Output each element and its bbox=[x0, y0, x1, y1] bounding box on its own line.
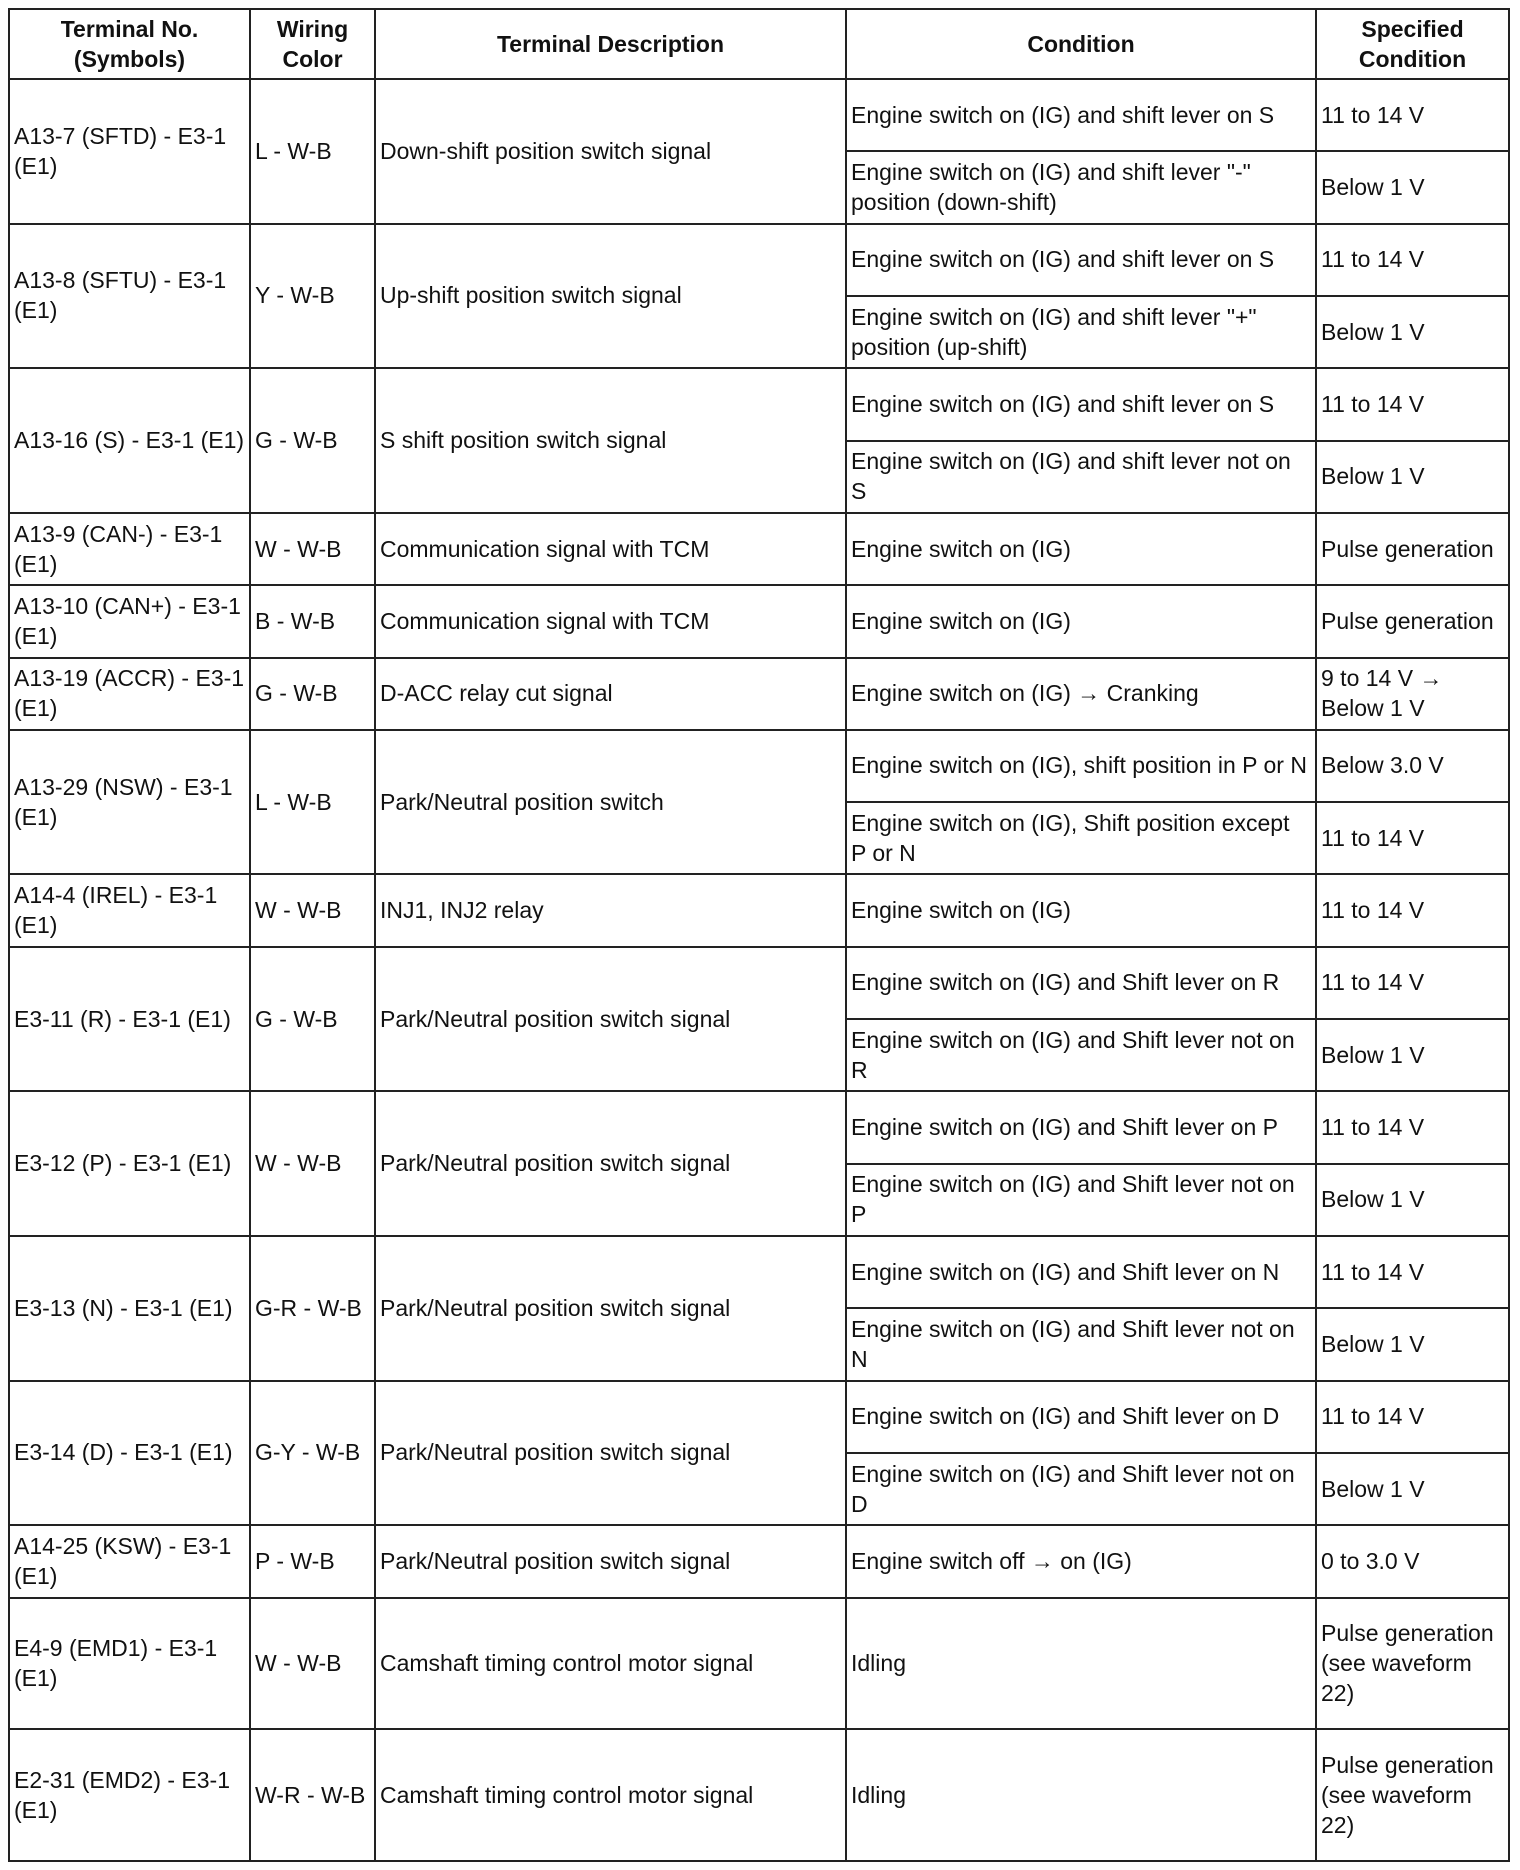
condition-cell: Engine switch on (IG) and shift lever on S bbox=[846, 79, 1316, 151]
table-body bbox=[9, 79, 1509, 1861]
wiring-color-cell: W - W-B bbox=[250, 1091, 375, 1236]
header-terminal-description: Terminal Description bbox=[375, 9, 846, 79]
terminal-cell: E2-31 (EMD2) - E3-1 (E1) bbox=[9, 1729, 250, 1861]
specified-condition-cell: Below 3.0 V bbox=[1316, 730, 1509, 802]
condition-cell: Engine switch on (IG) and Shift lever not on D bbox=[846, 1453, 1316, 1525]
wiring-color-cell: G - W-B bbox=[250, 947, 375, 1092]
specified-condition-cell: Pulse generation bbox=[1316, 513, 1509, 585]
specified-condition-cell: 11 to 14 V bbox=[1316, 368, 1509, 440]
condition-cell: Engine switch on (IG) bbox=[846, 585, 1316, 657]
terminal-description-cell: Park/Neutral position switch signal bbox=[375, 1525, 846, 1597]
wiring-color-cell: P - W-B bbox=[250, 1525, 375, 1597]
specified-condition-cell: 9 to 14 V → Below 1 V bbox=[1316, 658, 1509, 730]
header-specified-condition: Specified Condition bbox=[1316, 9, 1509, 79]
terminal-cell: E3-12 (P) - E3-1 (E1) bbox=[9, 1091, 250, 1236]
specified-condition-cell: Pulse generation (see waveform 22) bbox=[1316, 1729, 1509, 1861]
specified-condition-cell: 11 to 14 V bbox=[1316, 802, 1509, 874]
specified-condition-cell: 11 to 14 V bbox=[1316, 1236, 1509, 1308]
table-row bbox=[9, 1236, 1509, 1308]
condition-cell: Engine switch on (IG) and shift lever "+" position (up-shift) bbox=[846, 296, 1316, 368]
wiring-color-cell: Y - W-B bbox=[250, 224, 375, 369]
wiring-color-cell: L - W-B bbox=[250, 79, 375, 224]
terminal-description-cell: Park/Neutral position switch signal bbox=[375, 1236, 846, 1381]
condition-cell: Engine switch on (IG) and shift lever on S bbox=[846, 224, 1316, 296]
table-row bbox=[9, 513, 1509, 585]
table-row bbox=[9, 79, 1509, 151]
table-row bbox=[9, 1729, 1509, 1861]
condition-cell: Engine switch on (IG) → Cranking bbox=[846, 658, 1316, 730]
table-row bbox=[9, 1091, 1509, 1163]
specified-condition-cell: 0 to 3.0 V bbox=[1316, 1525, 1509, 1597]
condition-cell: Engine switch on (IG) and Shift lever on D bbox=[846, 1381, 1316, 1453]
terminal-description-cell: Park/Neutral position switch signal bbox=[375, 1381, 846, 1526]
table-header bbox=[9, 9, 1509, 79]
specified-condition-cell: Below 1 V bbox=[1316, 1164, 1509, 1236]
table-row bbox=[9, 1381, 1509, 1453]
specified-condition-cell: Below 1 V bbox=[1316, 441, 1509, 513]
terminal-cell: E4-9 (EMD1) - E3-1 (E1) bbox=[9, 1598, 250, 1730]
condition-cell: Engine switch on (IG) and Shift lever on R bbox=[846, 947, 1316, 1019]
terminal-description-cell: D-ACC relay cut signal bbox=[375, 658, 846, 730]
terminal-description-cell: Down-shift position switch signal bbox=[375, 79, 846, 224]
terminal-cell: A14-25 (KSW) - E3-1 (E1) bbox=[9, 1525, 250, 1597]
table-row bbox=[9, 1525, 1509, 1597]
specified-condition-cell: Below 1 V bbox=[1316, 1453, 1509, 1525]
specified-condition-cell: Pulse generation bbox=[1316, 585, 1509, 657]
terminal-description-cell: INJ1, INJ2 relay bbox=[375, 874, 846, 946]
specified-condition-cell: Below 1 V bbox=[1316, 296, 1509, 368]
condition-cell: Engine switch on (IG), shift position in P or N bbox=[846, 730, 1316, 802]
terminal-spec-table bbox=[8, 8, 1510, 1862]
header-terminal-no: Terminal No. (Symbols) bbox=[9, 9, 250, 79]
wiring-color-cell: G - W-B bbox=[250, 368, 375, 513]
terminal-cell: A13-8 (SFTU) - E3-1 (E1) bbox=[9, 224, 250, 369]
table-row bbox=[9, 368, 1509, 440]
terminal-cell: A13-16 (S) - E3-1 (E1) bbox=[9, 368, 250, 513]
terminal-cell: A13-9 (CAN-) - E3-1 (E1) bbox=[9, 513, 250, 585]
condition-cell: Engine switch on (IG) and Shift lever not on N bbox=[846, 1308, 1316, 1380]
specified-condition-cell: 11 to 14 V bbox=[1316, 79, 1509, 151]
terminal-cell: E3-11 (R) - E3-1 (E1) bbox=[9, 947, 250, 1092]
specified-condition-cell: 11 to 14 V bbox=[1316, 947, 1509, 1019]
table-row bbox=[9, 947, 1509, 1019]
wiring-color-cell: G - W-B bbox=[250, 658, 375, 730]
condition-cell: Engine switch on (IG) and Shift lever not on P bbox=[846, 1164, 1316, 1236]
wiring-color-cell: W - W-B bbox=[250, 1598, 375, 1730]
terminal-description-cell: Camshaft timing control motor signal bbox=[375, 1729, 846, 1861]
wiring-color-cell: B - W-B bbox=[250, 585, 375, 657]
specified-condition-cell: 11 to 14 V bbox=[1316, 1091, 1509, 1163]
condition-cell: Engine switch on (IG) and shift lever not on S bbox=[846, 441, 1316, 513]
header-wiring-color: Wiring Color bbox=[250, 9, 375, 79]
terminal-cell: A14-4 (IREL) - E3-1 (E1) bbox=[9, 874, 250, 946]
terminal-description-cell: Park/Neutral position switch signal bbox=[375, 947, 846, 1092]
terminal-description-cell: Communication signal with TCM bbox=[375, 585, 846, 657]
wiring-color-cell: G-R - W-B bbox=[250, 1236, 375, 1381]
table-row bbox=[9, 730, 1509, 802]
condition-cell: Engine switch on (IG) and shift lever "-" position (down-shift) bbox=[846, 151, 1316, 223]
wiring-color-cell: G-Y - W-B bbox=[250, 1381, 375, 1526]
terminal-cell: A13-29 (NSW) - E3-1 (E1) bbox=[9, 730, 250, 875]
specified-condition-cell: 11 to 14 V bbox=[1316, 874, 1509, 946]
table-row bbox=[9, 874, 1509, 946]
specified-condition-cell: 11 to 14 V bbox=[1316, 224, 1509, 296]
condition-cell: Engine switch on (IG) bbox=[846, 874, 1316, 946]
terminal-description-cell: Communication signal with TCM bbox=[375, 513, 846, 585]
wiring-color-cell: W-R - W-B bbox=[250, 1729, 375, 1861]
terminal-cell: A13-7 (SFTD) - E3-1 (E1) bbox=[9, 79, 250, 224]
terminal-description-cell: Up-shift position switch signal bbox=[375, 224, 846, 369]
condition-cell: Engine switch on (IG) and Shift lever on N bbox=[846, 1236, 1316, 1308]
table-row bbox=[9, 224, 1509, 296]
condition-cell: Engine switch on (IG) bbox=[846, 513, 1316, 585]
condition-cell: Engine switch on (IG) and shift lever on S bbox=[846, 368, 1316, 440]
table-row bbox=[9, 585, 1509, 657]
terminal-cell: A13-19 (ACCR) - E3-1 (E1) bbox=[9, 658, 250, 730]
wiring-color-cell: W - W-B bbox=[250, 874, 375, 946]
table-row bbox=[9, 1598, 1509, 1730]
terminal-description-cell: Park/Neutral position switch bbox=[375, 730, 846, 875]
header-condition: Condition bbox=[846, 9, 1316, 79]
terminal-description-cell: Camshaft timing control motor signal bbox=[375, 1598, 846, 1730]
specified-condition-cell: Below 1 V bbox=[1316, 151, 1509, 223]
terminal-description-cell: S shift position switch signal bbox=[375, 368, 846, 513]
specified-condition-cell: Below 1 V bbox=[1316, 1308, 1509, 1380]
header-row bbox=[9, 9, 1509, 79]
wiring-color-cell: L - W-B bbox=[250, 730, 375, 875]
condition-cell: Idling bbox=[846, 1598, 1316, 1730]
terminal-description-cell: Park/Neutral position switch signal bbox=[375, 1091, 846, 1236]
wiring-color-cell: W - W-B bbox=[250, 513, 375, 585]
condition-cell: Idling bbox=[846, 1729, 1316, 1861]
terminal-cell: E3-14 (D) - E3-1 (E1) bbox=[9, 1381, 250, 1526]
condition-cell: Engine switch off → on (IG) bbox=[846, 1525, 1316, 1597]
terminal-cell: E3-13 (N) - E3-1 (E1) bbox=[9, 1236, 250, 1381]
specified-condition-cell: Below 1 V bbox=[1316, 1019, 1509, 1091]
condition-cell: Engine switch on (IG), Shift position except P or N bbox=[846, 802, 1316, 874]
condition-cell: Engine switch on (IG) and Shift lever not on R bbox=[846, 1019, 1316, 1091]
table-row bbox=[9, 658, 1509, 730]
terminal-cell: A13-10 (CAN+) - E3-1 (E1) bbox=[9, 585, 250, 657]
condition-cell: Engine switch on (IG) and Shift lever on P bbox=[846, 1091, 1316, 1163]
specified-condition-cell: Pulse generation (see waveform 22) bbox=[1316, 1598, 1509, 1730]
specified-condition-cell: 11 to 14 V bbox=[1316, 1381, 1509, 1453]
